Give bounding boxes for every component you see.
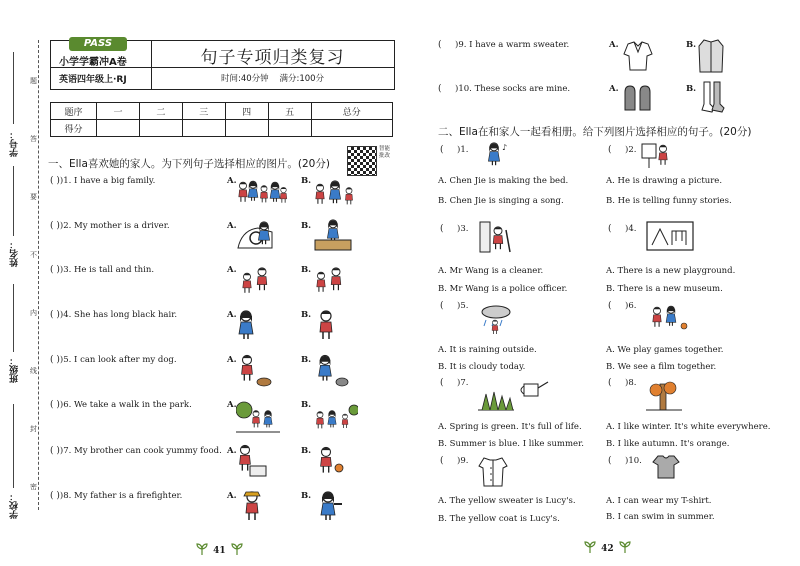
- item-number: ( )5.: [440, 301, 469, 311]
- option-b-label: B.: [301, 221, 312, 231]
- score-table: [50, 102, 393, 137]
- question-row: [50, 265, 154, 275]
- question-text: )8. My father is a firefighter.: [59, 491, 183, 501]
- firefighter-picture: [240, 488, 270, 524]
- score-header-cell: 二: [139, 103, 182, 120]
- answer-blank[interactable]: (: [608, 224, 612, 234]
- score-cell[interactable]: [225, 120, 268, 137]
- score-header-cell: 题序: [51, 103, 97, 120]
- option-b-label: B.: [301, 400, 312, 410]
- drawing-boy-picture: [640, 140, 672, 170]
- score-row-label: 得分: [51, 120, 97, 137]
- qr-code: [347, 146, 377, 176]
- qr-caption: 智能批改: [379, 146, 391, 159]
- answer-blank[interactable]: ( ): [50, 446, 60, 456]
- option-b-label: B.: [301, 355, 312, 365]
- option-b: B. Summer is blue. I like summer.: [438, 439, 584, 449]
- left-page-footer: [196, 538, 243, 557]
- answer-blank[interactable]: (: [440, 378, 444, 388]
- option-b: B. I can swim in summer.: [606, 512, 715, 522]
- answer-blank[interactable]: ( ): [50, 265, 60, 275]
- item-number: ( )4.: [608, 224, 637, 234]
- boy-with-dog-picture: [236, 352, 272, 388]
- svg-text:♪: ♪: [502, 143, 508, 152]
- option-b-label: B.: [301, 176, 312, 186]
- question-text: )3. He is tall and thin.: [59, 265, 155, 275]
- pass-logo: PASS: [69, 37, 127, 51]
- option-b: B. Chen Jie is singing a song.: [438, 196, 564, 206]
- item-number: ( )3.: [440, 224, 469, 234]
- answer-blank[interactable]: ( ): [50, 491, 60, 501]
- option-b-label: B.: [686, 84, 697, 94]
- boy-basketball-picture: [313, 444, 345, 478]
- option-a: A. There is a new playground.: [606, 266, 736, 276]
- question-row: [50, 310, 177, 320]
- man-with-dumbbell-picture: [314, 488, 344, 524]
- answer-blank[interactable]: ( ): [50, 176, 60, 186]
- option-a-label: A.: [609, 84, 619, 94]
- autumn-picture: [646, 380, 682, 412]
- option-b: B. There is a new museum.: [606, 284, 723, 294]
- question-row: [50, 400, 192, 410]
- item-number: ( )8.: [608, 378, 637, 388]
- cut-char: 密: [30, 483, 37, 491]
- right-page-footer: [584, 536, 631, 555]
- option-b: B. The yellow coat is Lucy's.: [438, 514, 560, 524]
- score-table-header: [51, 103, 393, 120]
- question-text: )2. My mother is a driver.: [59, 221, 170, 231]
- section-1-title: 一、Ella喜欢她的家人。为下列句子选择相应的图片。(20分): [48, 158, 330, 170]
- page-title: 句子专项归类复习: [200, 48, 345, 68]
- boys-picture-a: [240, 262, 274, 298]
- sprout-icon: [231, 543, 243, 555]
- option-a-label: A.: [227, 491, 237, 501]
- item-number: ( )7.: [440, 378, 469, 388]
- page-number-right: 42: [601, 544, 614, 554]
- question-text: )5. I can look after my dog.: [59, 355, 177, 365]
- question-row: [438, 40, 569, 50]
- score-cell[interactable]: [139, 120, 182, 137]
- rain-scene-picture: [474, 304, 518, 336]
- cut-char: 封: [30, 425, 37, 433]
- coat-picture: [698, 38, 724, 74]
- school-label: 学校：: [10, 492, 20, 519]
- option-b: B. It is cloudy today.: [438, 362, 526, 372]
- question-row: [50, 221, 170, 231]
- cut-char: 内: [30, 309, 37, 317]
- cut-char: 题: [30, 77, 37, 85]
- answer-blank[interactable]: ( ): [50, 310, 60, 320]
- option-b-label: B.: [301, 310, 312, 320]
- answer-blank[interactable]: (: [608, 301, 612, 311]
- student-id-line: [13, 52, 14, 124]
- option-a-label: A.: [227, 400, 237, 410]
- singing-girl-picture: [482, 140, 512, 168]
- playground-picture: [646, 221, 694, 251]
- grade-label: 英语四年级上·RJ: [59, 75, 127, 85]
- boys-picture-b: [314, 262, 348, 298]
- option-a-label: A.: [227, 265, 237, 275]
- score-cell[interactable]: [97, 120, 140, 137]
- gloves-picture: [622, 82, 654, 112]
- answer-blank[interactable]: (: [440, 456, 444, 466]
- answer-blank[interactable]: (: [438, 40, 442, 50]
- watering-plants-picture: [476, 378, 550, 412]
- answer-blank[interactable]: (: [608, 456, 612, 466]
- item-number: ( )9.: [440, 456, 469, 466]
- socks-picture: [700, 80, 726, 114]
- answer-blank[interactable]: (: [440, 145, 444, 155]
- score-header-cell: 五: [268, 103, 311, 120]
- option-b: B. He is telling funny stories.: [606, 196, 732, 206]
- score-cell[interactable]: [268, 120, 311, 137]
- option-a: A. The yellow sweater is Lucy's.: [438, 496, 576, 506]
- option-b: B. Mr Wang is a police officer.: [438, 284, 568, 294]
- cooking-picture: [236, 444, 268, 478]
- option-b-label: B.: [301, 491, 312, 501]
- question-row: [438, 84, 570, 94]
- name-label: 姓名：: [10, 240, 20, 267]
- binding-margin: [0, 0, 44, 566]
- question-row: [50, 491, 182, 501]
- name-line: [13, 166, 14, 236]
- option-a-label: A.: [227, 310, 237, 320]
- score-header-cell: 三: [182, 103, 225, 120]
- option-a-label: A.: [227, 355, 237, 365]
- score-cell[interactable]: [311, 120, 392, 137]
- option-b: B. We see a film together.: [606, 362, 717, 372]
- cut-char: 答: [30, 135, 37, 143]
- time-score-info: [151, 72, 394, 84]
- worksheet-header: [50, 40, 395, 90]
- sweater-picture: [622, 40, 654, 72]
- option-a: A. Spring is green. It's full of life.: [438, 422, 582, 432]
- question-row: [50, 176, 155, 186]
- long-hair-girl-picture: [236, 308, 258, 344]
- driver-picture: [236, 218, 276, 252]
- yellow-coat-picture: [478, 456, 508, 488]
- option-a-label: A.: [227, 221, 237, 231]
- item-number: ( )2.: [608, 145, 637, 155]
- question-text: )4. She has long black hair.: [59, 310, 178, 320]
- option-a: A. He is drawing a picture.: [606, 176, 723, 186]
- girl-with-cat-picture: [314, 352, 350, 388]
- question-row: [50, 446, 222, 456]
- answer-blank[interactable]: ( ): [50, 221, 60, 231]
- teacher-picture: [313, 218, 353, 252]
- series-name: 小学学霸冲A卷: [59, 57, 127, 68]
- option-b-label: B.: [301, 446, 312, 456]
- option-a: A. Chen Jie is making the bed.: [438, 176, 569, 186]
- answer-blank[interactable]: (: [438, 84, 442, 94]
- question-text: )6. We take a walk in the park.: [59, 400, 192, 410]
- family-picnic-picture: [314, 400, 358, 434]
- children-playing-picture: [648, 300, 688, 332]
- section-2-title: 二、Ella在和家人一起看相册。给下列图片选择相应的句子。(20分): [438, 126, 752, 138]
- question-text: )1. I have a big family.: [59, 176, 156, 186]
- answer-blank[interactable]: (: [440, 301, 444, 311]
- score-table-row: [51, 120, 393, 137]
- full-score: 满分:100分: [279, 74, 325, 84]
- option-b: B. I like autumn. It's orange.: [606, 439, 730, 449]
- sprout-icon: [196, 543, 208, 555]
- question-text: )10. These socks are mine.: [455, 84, 571, 94]
- family-picture-b: [313, 176, 359, 208]
- option-a: A. Mr Wang is a cleaner.: [438, 266, 544, 276]
- short-hair-girl-picture: [316, 308, 338, 344]
- cleaner-picture: [478, 220, 512, 254]
- question-text: )9. I have a warm sweater.: [455, 40, 570, 50]
- cut-char: 要: [30, 193, 37, 201]
- option-b-label: B.: [686, 40, 697, 50]
- item-number: ( )10.: [608, 456, 642, 466]
- option-a: A. We play games together.: [606, 345, 724, 355]
- class-label: 班级：: [10, 356, 20, 383]
- score-header-cell: 一: [97, 103, 140, 120]
- cut-char: 线: [30, 367, 37, 375]
- option-a-label: A.: [227, 446, 237, 456]
- park-walk-picture: [236, 400, 280, 434]
- item-number: ( )6.: [608, 301, 637, 311]
- option-a-label: A.: [227, 176, 237, 186]
- item-number: ( )1.: [440, 145, 469, 155]
- class-line: [13, 284, 14, 352]
- student-id-label: 学号：: [10, 130, 20, 157]
- option-a-label: A.: [609, 40, 619, 50]
- sprout-icon: [619, 541, 631, 553]
- answer-blank[interactable]: (: [608, 145, 612, 155]
- answer-blank[interactable]: ( ): [50, 400, 60, 410]
- page-number-left: 41: [213, 546, 226, 556]
- time-limit: 时间:40分钟: [220, 74, 269, 84]
- cut-line: [38, 40, 39, 510]
- score-header-cell: 四: [225, 103, 268, 120]
- cut-char: 不: [30, 251, 37, 259]
- school-line: [13, 404, 14, 488]
- option-a: A. I can wear my T-shirt.: [606, 496, 712, 506]
- answer-blank[interactable]: (: [440, 224, 444, 234]
- t-shirt-picture: [652, 454, 680, 480]
- option-a: A. I like winter. It's white everywhere.: [606, 422, 771, 432]
- option-a: A. It is raining outside.: [438, 345, 537, 355]
- family-picture: [236, 176, 290, 208]
- answer-blank[interactable]: ( ): [50, 355, 60, 365]
- answer-blank[interactable]: (: [608, 378, 612, 388]
- sprout-icon: [584, 541, 596, 553]
- question-row: [50, 355, 177, 365]
- score-header-cell: 总分: [311, 103, 392, 120]
- question-text: )7. My brother can cook yummy food.: [59, 446, 222, 456]
- score-cell[interactable]: [182, 120, 225, 137]
- option-b-label: B.: [301, 265, 312, 275]
